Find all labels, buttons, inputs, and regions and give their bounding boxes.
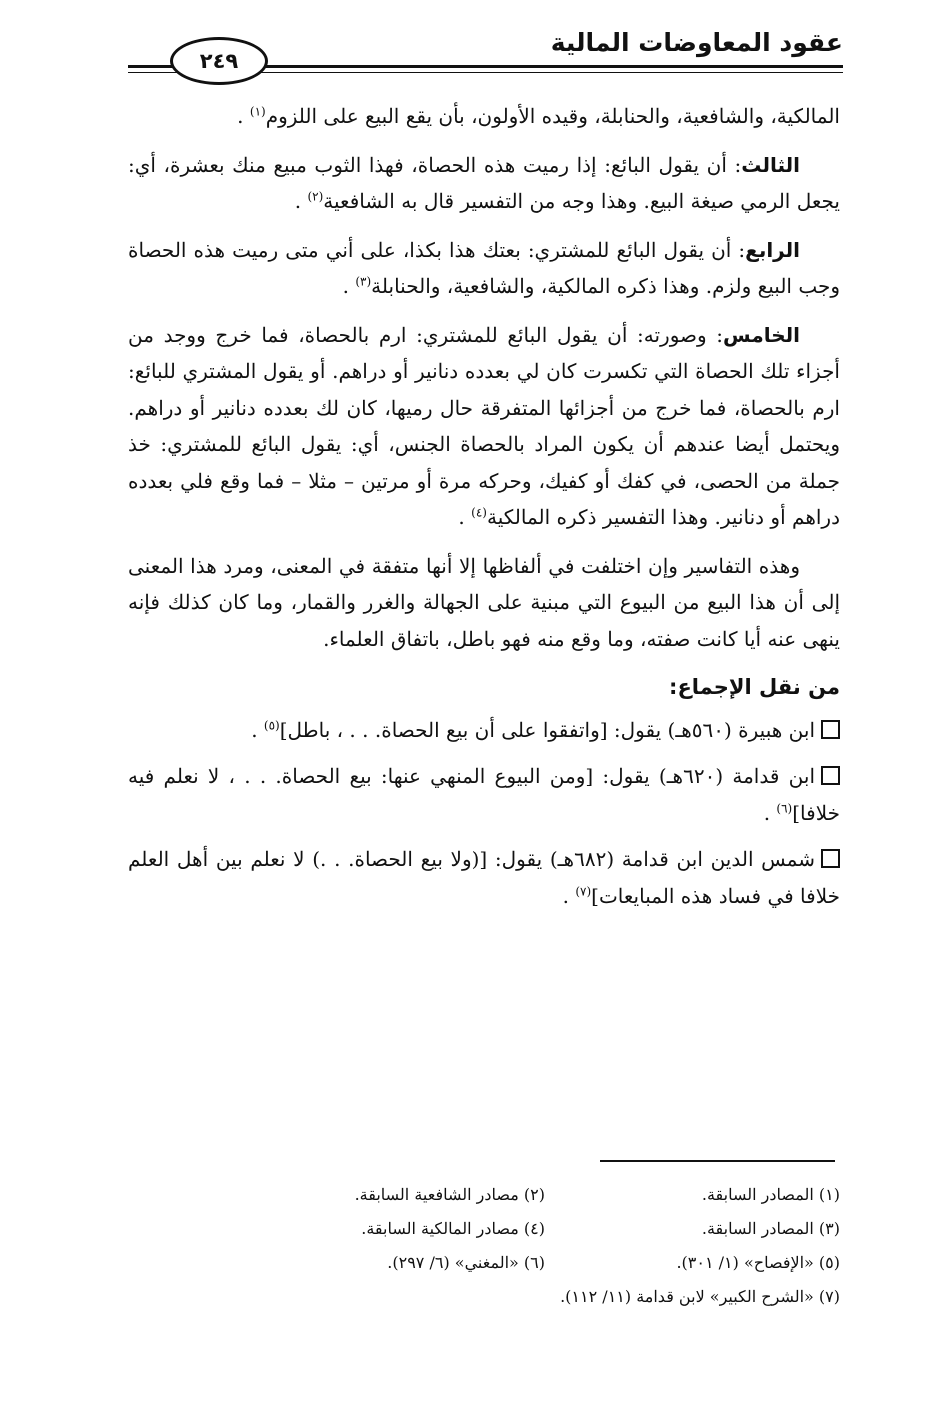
footnote-1: (١) المصادر السابقة. bbox=[701, 1185, 840, 1204]
paragraph-1-text: المالكية، والشافعية، والحنابلة، وقيده الأولون، بأن يقع البيع على اللزوم bbox=[265, 104, 840, 128]
ijma-item-3-end: . bbox=[562, 883, 576, 908]
footnote-4: (٤) مصادر المالكية السابقة. bbox=[361, 1219, 545, 1238]
paragraph-fifth-lead: الخامس bbox=[723, 322, 800, 347]
footnote-row bbox=[250, 1246, 840, 1280]
checkbox-bullet-icon bbox=[821, 766, 840, 785]
ijma-item-1-text: ابن هبيرة (٥٦٠هـ) يقول: [واتفقوا على أن بيع الحصاة. . . ، باطل] bbox=[279, 717, 815, 742]
paragraph-fourth-lead: الرابع bbox=[745, 237, 800, 262]
footnote-3: (٣) المصادر السابقة. bbox=[701, 1219, 840, 1238]
running-title: عقود المعاوضات المالية bbox=[550, 28, 843, 57]
ijma-item-2 bbox=[128, 758, 840, 831]
footnote-ref-2: (٢) bbox=[307, 189, 324, 204]
footnote-separator bbox=[600, 1160, 835, 1162]
footnote-ref-4: (٤) bbox=[471, 505, 487, 520]
paragraph-third-lead: الثالث bbox=[741, 152, 801, 177]
page-number: ٢٤٩ bbox=[199, 49, 239, 73]
paragraph-fifth-text: : وصورته: أن يقول البائع للمشتري: ارم بالحصاة، فما خرج ووجد من أجزاء تلك الحصاة التي تكسرت كان لي بعدده دنانير أو دراهم. أو يقول المشتري للبائع: ارم بالحصاة، فما خرج من أجزائها المتفرقة حال رميها، كان لك بعدده دنانير أو دراهم. ويحتمل أيضا عندهم أن يكون المراد بالحصاة الجنس، أي: يقول البائع للمشتري: خذ جملة من الحصى، في كفك أو كفيك، وحركه مرة أو مرتين – مثلا – فما وقع فلي بعدده دراهم أو دنانير. وهذا التفسير ذكره المالكية bbox=[128, 322, 840, 529]
footnote-ref-7: (٧) bbox=[575, 883, 592, 898]
ijma-item-2-end: . bbox=[763, 800, 777, 825]
footnote-row bbox=[250, 1280, 840, 1314]
footnote-ref-6: (٦) bbox=[776, 800, 793, 815]
footnote-ref-5: (٥) bbox=[263, 717, 280, 732]
footnote-5: (٥) «الإفصاح» (١/ ٣٠١). bbox=[676, 1253, 840, 1272]
paragraph-third-end: . bbox=[294, 189, 308, 213]
paragraph-1-end: . bbox=[237, 104, 250, 128]
paragraph-fourth bbox=[128, 232, 840, 305]
ijma-item-3-text: شمس الدين ابن قدامة (٦٨٢هـ) يقول: [(ولا بيع الحصاة. . .) لا نعلم بين أهل العلم خلافا في فساد هذه المبايعات] bbox=[128, 847, 840, 908]
footnote-row bbox=[250, 1212, 840, 1246]
checkbox-bullet-icon bbox=[821, 720, 840, 739]
footnote-2: (٢) مصادر الشافعية السابقة. bbox=[354, 1185, 545, 1204]
ijma-item-2-text: ابن قدامة (٦٢٠هـ) يقول: [ومن البيوع المنهي عنها: بيع الحصاة. . . ، لا نعلم فيه خلافا] bbox=[128, 764, 840, 825]
ijma-heading: من نقل الإجماع: bbox=[669, 675, 840, 699]
footnote-7: (٧) «الشرح الكبير» لابن قدامة (١١/ ١١٢). bbox=[560, 1287, 840, 1306]
page-number-badge bbox=[170, 37, 268, 85]
checkbox-bullet-icon bbox=[821, 849, 840, 868]
footnote-ref-3: (٣) bbox=[355, 274, 372, 289]
paragraph-1 bbox=[128, 98, 840, 135]
footnote-6: (٦) «المغني» (٦/ ٢٩٧). bbox=[387, 1253, 545, 1272]
paragraph-summary bbox=[128, 548, 840, 658]
paragraph-fifth bbox=[128, 317, 840, 536]
paragraph-third-text: : أن يقول البائع: إذا رميت هذه الحصاة، فهذا الثوب مبيع منك بعشرة، أي: يجعل الرمي صيغة البيع. وهذا وجه من التفسير قال به الشافعية bbox=[128, 152, 840, 213]
page-header bbox=[128, 22, 843, 82]
paragraph-third bbox=[128, 147, 840, 220]
ijma-item-1-end: . bbox=[251, 717, 264, 742]
paragraph-fourth-text: : أن يقول البائع للمشتري: بعتك هذا بكذا، على أني متى رميت هذه الحصاة وجب البيع ولزم. وهذا ذكره المالكية، والشافعية، والحنابلة bbox=[128, 237, 840, 298]
paragraph-summary-text: وهذه التفاسير وإن اختلفت في ألفاظها إلا أنها متفقة في المعنى، ومرد هذا المعنى إلى أن هذا البيع من البيوع التي مبنية على الجهالة والغرر والقمار، وما كان كذلك فإنه ينهى عنه أيا كانت صفته، وما وقع منه فهو باطل، باتفاق العلماء. bbox=[128, 553, 840, 651]
paragraph-fourth-end: . bbox=[342, 274, 356, 298]
footnote-ref-1: (١) bbox=[249, 104, 266, 119]
main-text bbox=[128, 98, 840, 924]
ijma-item-1 bbox=[128, 712, 840, 749]
ijma-item-3 bbox=[128, 841, 840, 914]
footnotes bbox=[250, 1178, 840, 1314]
paragraph-fifth-end: . bbox=[458, 505, 472, 529]
footnote-row bbox=[250, 1178, 840, 1212]
